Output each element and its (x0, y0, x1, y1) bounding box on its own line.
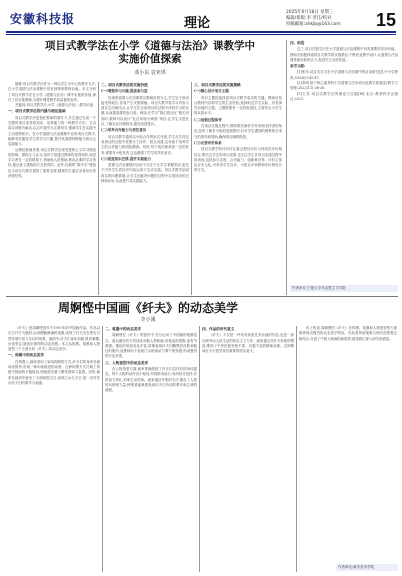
masthead-rule (6, 31, 396, 33)
article1-author: 邓小东 袁亚琪 (134, 70, 166, 76)
issue-editor: 编辑/排版:李 责任/校对 (286, 16, 332, 21)
article1-paragraph: 总之,项目式教学法在小学道德与法治课程中具有重要的应用价值。教师应积极探索项目式教学的实施路径,不断优化教学设计,让道德与法治课堂焕发新的活力,促进学生全面发展。 (290, 47, 398, 62)
article2-paragraph: 《纤夫》不仅是一件具有高度艺术价值的作品,也是一部反映劳动人民生活的现实主义力作。画家通过对纤夫形象的塑造,歌颂了中华民族坚韧不拔、自强不息的精神品格。这种精神在今天依然具有重要的现实意义。 (202, 333, 294, 354)
newspaper-logo: 安徽科技报 (10, 12, 76, 26)
article1-subheading: (一)精心设计项目主题 (194, 89, 229, 94)
column-divider (102, 326, 103, 572)
article1-keywords: 关键词:项目式教学法;小学《道德与法治》;教学价值 (15, 103, 94, 108)
reference-item: [3]王芳.项目式教学法的理论与实践[M].北京:教育科学出版社,2021. (290, 91, 398, 101)
masthead (6, 4, 396, 32)
article1-heading: 一、项目式教学法的内涵与理论基础 (8, 109, 66, 114)
article1-column-3 (194, 82, 282, 295)
article2-paragraph: 在构图上,画家采用了斜线构图的方式,纤夫们的身体呈倾斜状排列,形成一种向前推进的动势。这种构图方式打破了传统中国画的平稳格局,使画面充满了紧张感和力量感。同时,画家在画面中留出了大面积的空白,表现江水与天空,进一步衬托出纤夫们的艰辛与顽强。 (8, 359, 100, 385)
article2-heading: 一、构图中的动态美学 (8, 353, 44, 358)
article1-abstract: 摘要:项目式教学法作为一种以学生为中心的教学方法,在小学道德与法治课程中具有独特的教育价值。本文分析了项目式教学法在小学《道德与法治》课中实施的价值,探讨了其实施策略,为提升课堂教学质量提供参考。 (8, 82, 96, 102)
article2-heading: 三、人物造型中的动态美学 (105, 360, 149, 365)
article1-subheading: (二)加强过程指导 (194, 117, 222, 122)
masthead-rule-thin (6, 34, 396, 35)
article2-author: 李小溪 (140, 317, 156, 323)
article2-column-2 (105, 326, 197, 572)
article2-column-3 (202, 326, 294, 572)
column-divider (296, 326, 297, 572)
issue-date: 2025年6月18日 星期三 (286, 10, 334, 15)
article1-subheading: (三)完善评价体系 (194, 140, 222, 145)
article1-column-2 (101, 82, 189, 295)
article1-paragraph: 项目式教学通常以小组合作的形式开展,学生在共同完成项目的过程中需要分工协作、相互沟通,这有助于培养学生的合作能力和团队精神。同时,每个成员都承担一定的任务,需要对小组负责,这也增强了学生的责任意识。 (101, 134, 189, 155)
column-divider (191, 82, 192, 295)
article2-column-1 (8, 326, 100, 572)
column-divider (199, 326, 200, 572)
article2-paragraph: 《纤夫》是周婀悭创作于1987年的中国画作品。作品以长江纤夫为题材,运用酣畅淋漓的笔墨,表现了纤夫们在恶劣自然环境中奋力拉纤的场景。画面中,纤夫们身体前倾,肌肉紧绷,步伐坚定,展现出强烈的动态美感。本文从构图、笔墨和人物造型三个方面分析《纤夫》的动态美学。 (8, 326, 100, 352)
page-number: 15 (376, 10, 397, 30)
article1-paragraph: 从理论基础来看,项目式教学法深受建构主义学习理论的影响。建构主义认为,知识不是通过教师传授得到的,而是学习者在一定的情境下,借助他人的帮助,利用必要的学习资料,通过意义建构的方式获得的。此外,杜威的“做中学”理论也为项目式教学提供了重要支撑,强调学生通过亲身经历来获得经验。 (8, 147, 96, 179)
article2-heading: 二、笔墨中的动态美学 (105, 327, 141, 331)
article2-heading: 四、作品的时代意义 (202, 327, 235, 331)
article1-column-1 (8, 82, 96, 295)
article1-heading: 四、结语 (290, 41, 305, 45)
article1-heading: 二、项目式教学法的实施价值 (101, 83, 148, 87)
article-separator (6, 296, 398, 297)
article2-column-4 (299, 326, 397, 562)
article1-paragraph: 在项目实施过程中,教师要扮演好引导者和支持者的角色,及时了解各小组的进展情况,针对学生遇到的困难给予适当的指导和帮助,确保项目顺利推进。 (194, 124, 282, 139)
column-divider (286, 40, 287, 295)
article1-paragraph: 项目式教学的评价应注重过程性评价与终结性评价相结合,既关注学生的项目成果,也关注学生在项目实施过程中的表现,包括参与态度、合作能力、创新意识等。评价主体也应多元化,可采用学生自评、小组互评和教师评价相结合的方式。 (194, 147, 282, 173)
article2-author-note: 作者单位:重庆美术学院 (336, 564, 398, 571)
article2-paragraph: 周婀悭在《纤夫》的创作中,充分运用了中国画的笔墨语言。他以遒劲有力的线条勾勒人物轮廓,用笔迅疾果断,富有节奏感。墨色的浓淡变化丰富,浓墨表现纤夫们黝黑的皮肤和粗壮的肌肉,淡墨则用于表现江水的流动与雾气的弥漫,形成强烈的对比效果。 (105, 333, 197, 359)
issue-email: 投稿邮箱:ahkjb@163.com (286, 22, 341, 27)
article2-paragraph: 在人物造型方面,画家准确把握了纤夫们拉纤时的身体姿态。每个人物的动作各不相同,有的俯身前行,有的咬牙坚持,有的奋力挣扎,形象生动传神。画家通过夸张的手法,强化了人物的动势和力量,使观者能够感受到纤夫们劳动的艰辛和生命的顽强。 (105, 367, 197, 393)
article2-title: 周婀悭中国画《纤夫》的动态美学 (57, 301, 238, 315)
article1-heading: 三、项目式教学法的实施策略 (194, 83, 241, 87)
references-title: 参考文献: (290, 64, 306, 69)
article1-column-4 (290, 40, 398, 282)
issue-meta (286, 10, 341, 28)
article2-paragraph: 综上所述,周婀悭的《纤夫》在构图、笔墨和人物造型等方面都体现出强烈的动态美学特征。作品将传统笔墨与现代造型观念相结合,开创了中国人物画的新境界,值得我们深入研究和借鉴。 (299, 326, 397, 341)
article1-subheading: (二)培养合作能力与责任意识 (101, 128, 147, 133)
article1-paragraph: 传统的道德与法治课堂以教师讲授为主,学生处于被动接受的地位,容易产生厌倦情绪。项目式教学将学习内容与真实生活相结合,让学生在完成项目的过程中体验学习的乐趣,从而提高课堂参与度。例如,在学习“我们的社区”相关内容时,教师可以设计“社区环境小调查”项目,让学生走进社区,了解社区环境现状,提出改进建议。 (101, 95, 189, 127)
article1-subheading: (一)增强学习兴趣,提高参与度 (101, 89, 148, 94)
article1-paragraph: 项目主题的选择是项目式教学成功的关键。教师应结合教材内容和学生的生活经验,选择贴近学生实际、具有探究价值的主题。主题既要有一定的挑战性,又要符合小学生的认知水平。 (194, 95, 282, 116)
section-title: 理论 (184, 16, 211, 31)
article1-title: 项目式教学法在小学《道德与法治》课教学中 实施价值探索 (45, 40, 255, 65)
article1-author-note: 作者单位:宁夏大学马克思主义学院 (290, 285, 398, 292)
reference-item: [2]李明.基于核心素养的小学道德与法治项目化教学探索[J].教学与管理,2022(11):36-38. (290, 81, 398, 91)
reference-item: [1]张华.项目式学习在小学道德与法治课中的应用研究[J].中小学教育,2023(5):45-47. (290, 70, 398, 80)
article1-subheading: (三)促进知识迁移,提升实践能力 (101, 156, 152, 161)
article1-paragraph: 项目式教学法是指在教师的指导下,学生通过完成一个完整的项目来获取知识、培养能力的一种教学方法。它以真实问题为驱动,以合作探究为主要形式,强调学生在实践中主动建构知识。在小学道德与法治课程中应用项目式教学,能够有效激发学生的学习兴趣,提升其道德判断能力和社会实践能力。 (8, 115, 96, 147)
article1-paragraph: 道德与法治课程的目标不仅在于让学生掌握知识,更在于引导学生将所学内容运用于生活实践。项目式教学创设真实的问题情境,让学生在解决问题的过程中实现知识的迁移和应用,从而提升其实践能力。 (101, 163, 189, 184)
column-divider (98, 82, 99, 295)
